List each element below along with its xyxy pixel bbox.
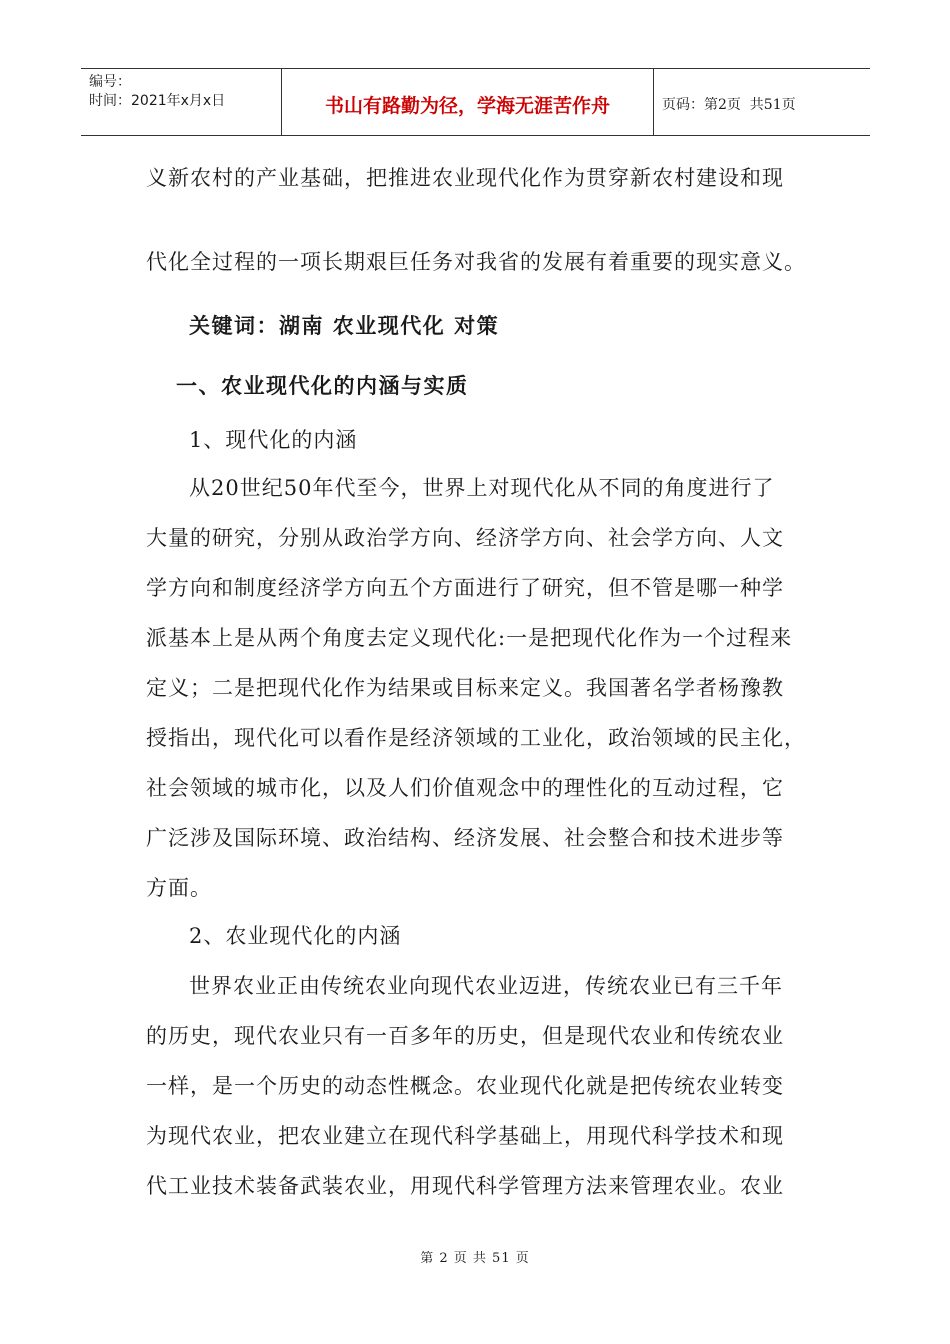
body-line: 代工业技术装备武装农业，用现代科学管理方法来管理农业。农业 [146,1174,784,1198]
document-header [81,68,870,136]
subsection-heading: 2、农业现代化的内涵 [189,924,402,948]
body-line: 的历史，现代农业只有一百多年的历史，但是现代农业和传统农业 [146,1024,784,1048]
header-meta [81,69,282,135]
section-heading: 一、农业现代化的内涵与实质 [176,374,469,398]
number-label: 编号： [89,74,131,90]
body-line: 为现代农业，把农业建立在现代科学基础上，用现代科学技术和现 [146,1124,784,1148]
keywords-line: 关键词：湖南 农业现代化 对策 [189,314,500,338]
footer-page-number: 第 2 页 共 51 页 [420,1251,530,1266]
body-line: 代化全过程的一项长期艰巨任务对我省的发展有着重要的现实意义。 [146,250,806,274]
body-line: 一样，是一个历史的动态性概念。农业现代化就是把传统农业转变 [146,1074,784,1098]
page-footer [0,1247,950,1266]
body-line: 授指出，现代化可以看作是经济领域的工业化，政治领域的民主化， [146,726,806,750]
body-line: 方面。 [146,876,212,900]
body-line: 从20世纪50年代至今，世界上对现代化从不同的角度进行了 [189,476,775,500]
body-line: 定义；二是把现代化作为结果或目标来定义。我国著名学者杨豫教 [146,676,784,700]
subsection-heading: 1、现代化的内涵 [189,428,358,452]
body-line: 大量的研究，分别从政治学方向、经济学方向、社会学方向、人文 [146,526,784,550]
body-line: 广泛涉及国际环境、政治结构、经济发展、社会整合和技术进步等 [146,826,784,850]
header-page-info [654,69,870,135]
header-motto: 书山有路勤为径，学海无涯苦作舟 [282,69,654,135]
body-line: 派基本上是从两个角度去定义现代化:一是把现代化作为一个过程来 [146,626,793,650]
body-line: 学方向和制度经济学方向五个方面进行了研究，但不管是哪一种学 [146,576,784,600]
time-label: 时间：2021年x月x日 [89,93,226,109]
body-line: 世界农业正由传统农业向现代农业迈进，传统农业已有三千年 [189,974,783,998]
body-line: 义新农村的产业基础，把推进农业现代化作为贯穿新农村建设和现 [146,166,784,190]
body-line: 社会领域的城市化，以及人们价值观念中的理性化的互动过程，它 [146,776,784,800]
page-info-text: 页码：第2页 共51页 [662,97,796,113]
